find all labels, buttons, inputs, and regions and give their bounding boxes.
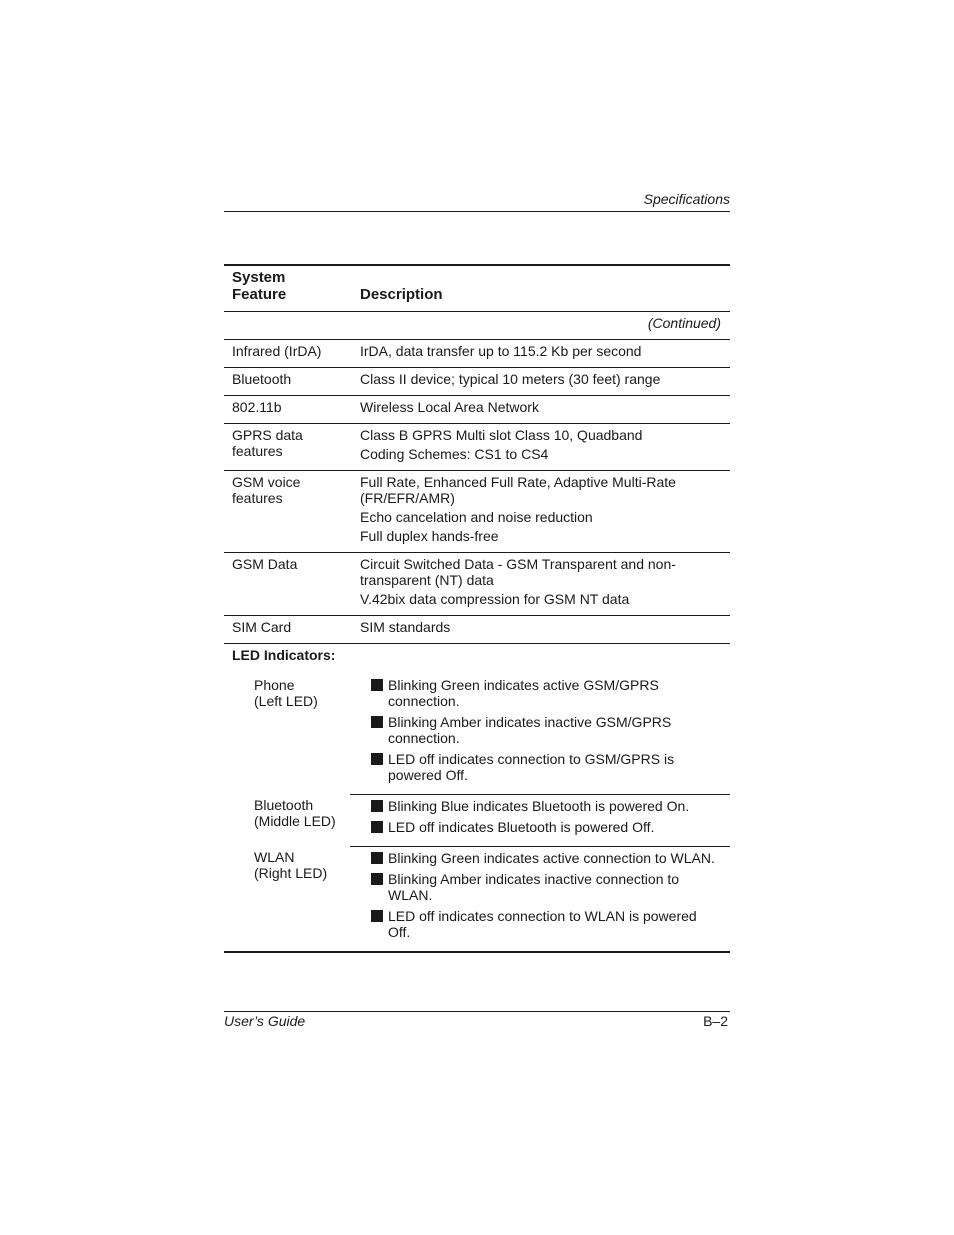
table-row: [224, 553, 730, 616]
feature-cell: 802.11b: [232, 399, 282, 415]
table-row: [224, 616, 730, 644]
feature-cell: GSM Data: [232, 556, 298, 572]
bullet-text: Blinking Blue indicates Bluetooth is powered On.: [388, 798, 690, 814]
table-header: [224, 266, 730, 312]
description-line: Echo cancelation and noise reduction: [360, 509, 593, 525]
description-cell: [352, 343, 730, 359]
led-group: [224, 794, 730, 846]
list-item: [350, 871, 730, 903]
table-row: [224, 471, 730, 553]
description-line: SIM standards: [360, 619, 451, 635]
description-line: IrDA, data transfer up to 115.2 Kb per second: [360, 343, 642, 359]
led-name: Phone: [254, 677, 295, 693]
description-line: Class II device; typical 10 meters (30 feet) range: [360, 371, 661, 387]
description-cell: [352, 619, 730, 635]
description-line: Wireless Local Area Network: [360, 399, 539, 415]
feature-header-line1: System: [232, 269, 286, 286]
led-group: [224, 674, 730, 794]
square-bullet-icon: [371, 821, 383, 833]
description-cell: [352, 474, 730, 544]
list-item: [350, 798, 730, 814]
bullet-text: LED off indicates connection to GSM/GPRS is powered Off.: [388, 751, 675, 783]
description-cell: [352, 399, 730, 415]
footer-title: User’s Guide: [224, 1013, 306, 1029]
feature-header-line2: Feature: [232, 286, 287, 303]
table-row: [224, 340, 730, 368]
square-bullet-icon: [371, 679, 383, 691]
led-position: (Left LED): [254, 693, 318, 709]
list-item: [350, 751, 730, 783]
led-label: [224, 674, 350, 794]
feature-cell: GPRS data features: [232, 427, 303, 459]
description-line: Circuit Switched Data - GSM Transparent and non-transparent (NT) data: [360, 556, 676, 588]
bullet-text: Blinking Green indicates active GSM/GPRS connection.: [388, 677, 659, 709]
continued-note: (Continued): [224, 312, 730, 340]
spec-table: [224, 264, 730, 953]
led-name: Bluetooth: [254, 797, 314, 813]
feature-cell: GSM voice features: [232, 474, 301, 506]
page-number: B–2: [703, 1013, 728, 1029]
led-bullets: [350, 794, 730, 846]
led-position: (Middle LED): [254, 813, 336, 829]
spec-rows: [224, 340, 730, 644]
led-groups: [224, 674, 730, 951]
table-row: [224, 424, 730, 471]
header-rule: [224, 211, 730, 212]
list-item: [350, 850, 730, 866]
table-row: [224, 396, 730, 424]
square-bullet-icon: [371, 716, 383, 728]
led-name: WLAN: [254, 849, 295, 865]
led-label: [224, 846, 350, 951]
square-bullet-icon: [371, 852, 383, 864]
square-bullet-icon: [371, 753, 383, 765]
description-line: Class B GPRS Multi slot Class 10, Quadband: [360, 427, 643, 443]
list-item: [350, 714, 730, 746]
bullet-text: LED off indicates connection to WLAN is powered Off.: [388, 908, 697, 940]
footer-rule: [224, 1011, 730, 1012]
square-bullet-icon: [371, 800, 383, 812]
led-indicators-title: LED Indicators:: [232, 647, 336, 663]
description-cell: [352, 556, 730, 607]
bullet-text: Blinking Amber indicates inactive GSM/GPRS connection.: [388, 714, 672, 746]
led-bullets: [350, 674, 730, 794]
description-line: V.42bix data compression for GSM NT data: [360, 591, 630, 607]
bullet-text: LED off indicates Bluetooth is powered Off.: [388, 819, 655, 835]
led-bullets: [350, 846, 730, 951]
list-item: [350, 677, 730, 709]
feature-cell: SIM Card: [232, 619, 292, 635]
description-line: Coding Schemes: CS1 to CS4: [360, 446, 549, 462]
description-line: Full Rate, Enhanced Full Rate, Adaptive Multi-Rate (FR/EFR/AMR): [360, 474, 676, 506]
led-label: [224, 794, 350, 846]
led-group: [224, 846, 730, 951]
description-header: Description: [360, 286, 443, 303]
bullet-text: Blinking Green indicates active connection to WLAN.: [388, 850, 715, 866]
list-item: [350, 819, 730, 835]
description-cell: [352, 427, 730, 462]
list-item: [350, 908, 730, 940]
running-header: Specifications: [643, 191, 730, 207]
feature-cell: Bluetooth: [232, 371, 292, 387]
feature-cell: Infrared (IrDA): [232, 343, 322, 359]
description-line: Full duplex hands-free: [360, 528, 499, 544]
led-position: (Right LED): [254, 865, 328, 881]
table-row: [224, 368, 730, 396]
square-bullet-icon: [371, 873, 383, 885]
bullet-text: Blinking Amber indicates inactive connection to WLAN.: [388, 871, 680, 903]
description-cell: [352, 371, 730, 387]
feature-header: [224, 269, 352, 303]
square-bullet-icon: [371, 910, 383, 922]
